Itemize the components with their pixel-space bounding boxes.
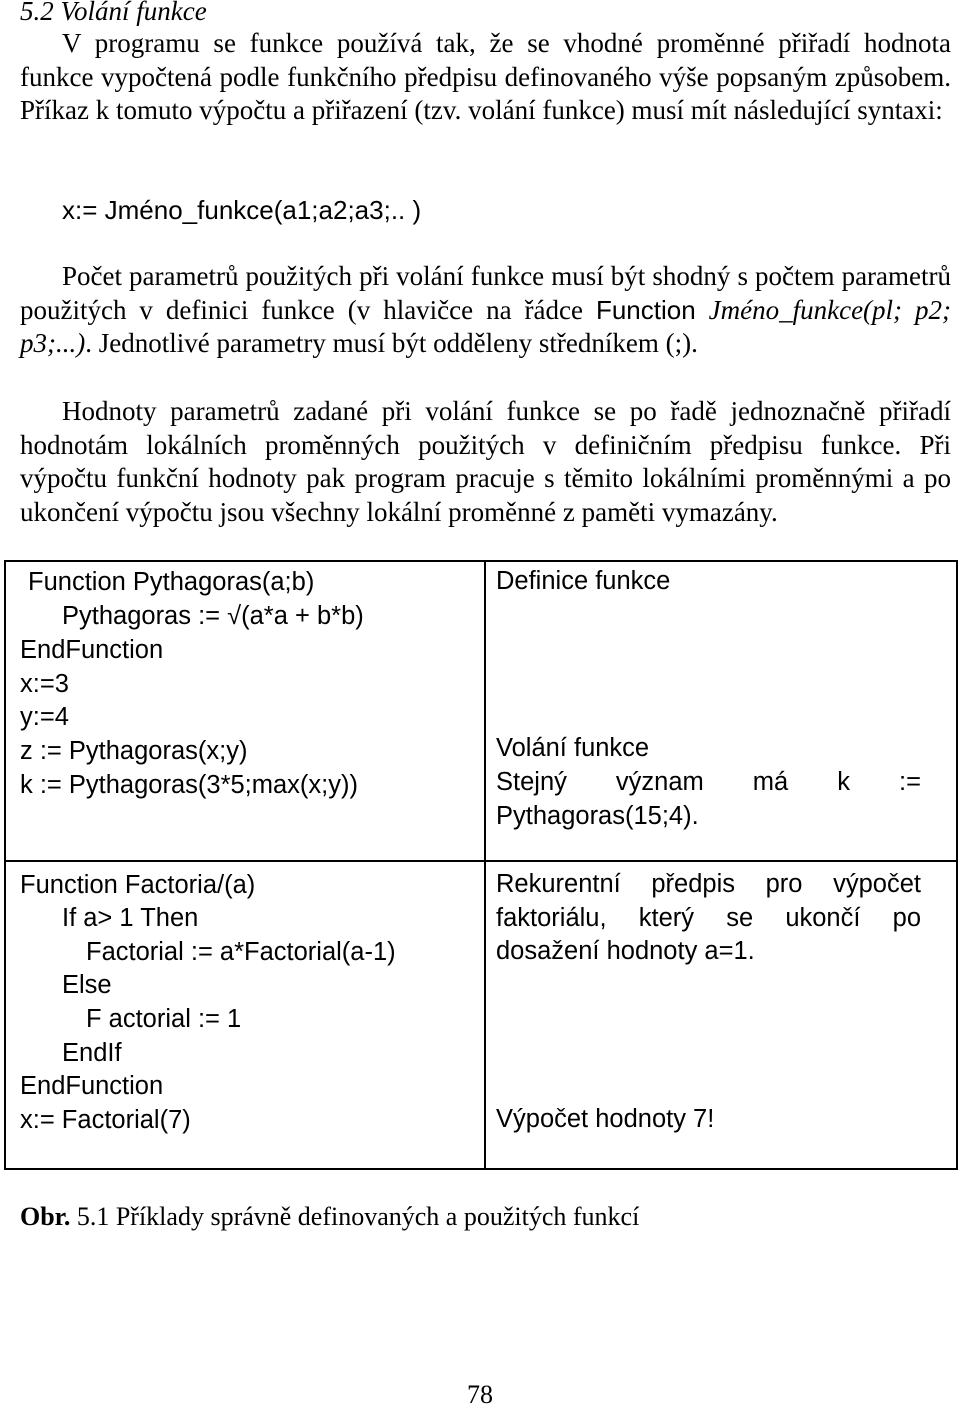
section-heading: 5.2 Volání funkce bbox=[20, 0, 207, 26]
syntax-example: x:= Jméno_funkce(a1;a2;a3;.. ) bbox=[62, 195, 422, 225]
code-line: Else bbox=[62, 971, 112, 999]
code-line: If a> 1 Then bbox=[62, 904, 199, 932]
code-line: F actorial := 1 bbox=[86, 1005, 242, 1033]
paragraph-parameter-values: Hodnoty parametrů zadané při volání funkce se po řadě jednoznačně přiřadí hodnotám lokálních proměnných použitých v definičním předpisu funkce. Při výpočtu funkční hodnoty pak program pracuje s těmito lokálními proměnnými a po ukončení výpočtu jsou všechny lokální proměnné z paměti vymazány. bbox=[20, 396, 951, 528]
example-table bbox=[4, 560, 958, 1170]
code-line: EndFunction bbox=[20, 1072, 164, 1100]
description-recursive: Rekurentní předpis pro výpočet faktoriálu, který se ukončí po dosažení hodnoty a=1. bbox=[496, 870, 921, 965]
p2-italic-signature: Jméno_funkce(pl; p2; p3;...) bbox=[20, 294, 951, 359]
code-line: z := Pythagoras(x;y) bbox=[20, 737, 248, 765]
code-line: k := Pythagoras(3*5;max(x;y)) bbox=[20, 771, 358, 799]
code-line: EndFunction bbox=[20, 636, 164, 664]
page-number: 78 bbox=[467, 1380, 493, 1409]
table-vertical-divider bbox=[484, 562, 486, 1168]
code-line: Pythagoras := √(a*a + b*b) bbox=[62, 602, 364, 630]
code-line: x:= Factorial(7) bbox=[20, 1106, 191, 1134]
table-horizontal-divider bbox=[6, 860, 956, 862]
description-compute-factorial: Výpočet hodnoty 7! bbox=[496, 1105, 715, 1133]
caption-text: 5.1 Příklady správně definovaných a použitých funkcí bbox=[70, 1202, 640, 1231]
p2-text-before: Počet parametrů použitých při volání funkce musí být shodný s počtem parametrů použitých v definici funkce (v hlavičce na řádce bbox=[20, 261, 951, 325]
code-line: Factorial := a*Factorial(a-1) bbox=[86, 938, 396, 966]
code-line: Function Factoria/(a) bbox=[20, 871, 256, 899]
code-line: EndIf bbox=[62, 1039, 122, 1067]
p2-keyword: Function bbox=[595, 294, 696, 325]
paragraph-intro: V programu se funkce používá tak, že se vhodné proměnné přiřadí hodnota funkce vypočtená podle funkčního předpisu definovaného výše popsaným způsobem. Příkaz k tomuto výpočtu a přiřazení (tzv. volání funkce) musí mít následující syntaxi: bbox=[20, 28, 951, 126]
paragraph-parameters bbox=[20, 260, 951, 361]
code-line: x:=3 bbox=[20, 670, 69, 698]
code-line: y:=4 bbox=[20, 703, 69, 731]
code-line: Function Pythagoras(a;b) bbox=[28, 568, 315, 596]
figure-caption bbox=[20, 1202, 639, 1232]
description-call: Volání funkce bbox=[496, 734, 650, 762]
description-definition: Definice funkce bbox=[496, 567, 671, 595]
caption-label: Obr. bbox=[20, 1202, 71, 1231]
description-same-meaning: Stejný význam má k := Pythagoras(15;4). bbox=[496, 768, 921, 830]
p2-text-after: . Jednotlivé parametry musí být odděleny středníkem (;). bbox=[85, 328, 698, 359]
